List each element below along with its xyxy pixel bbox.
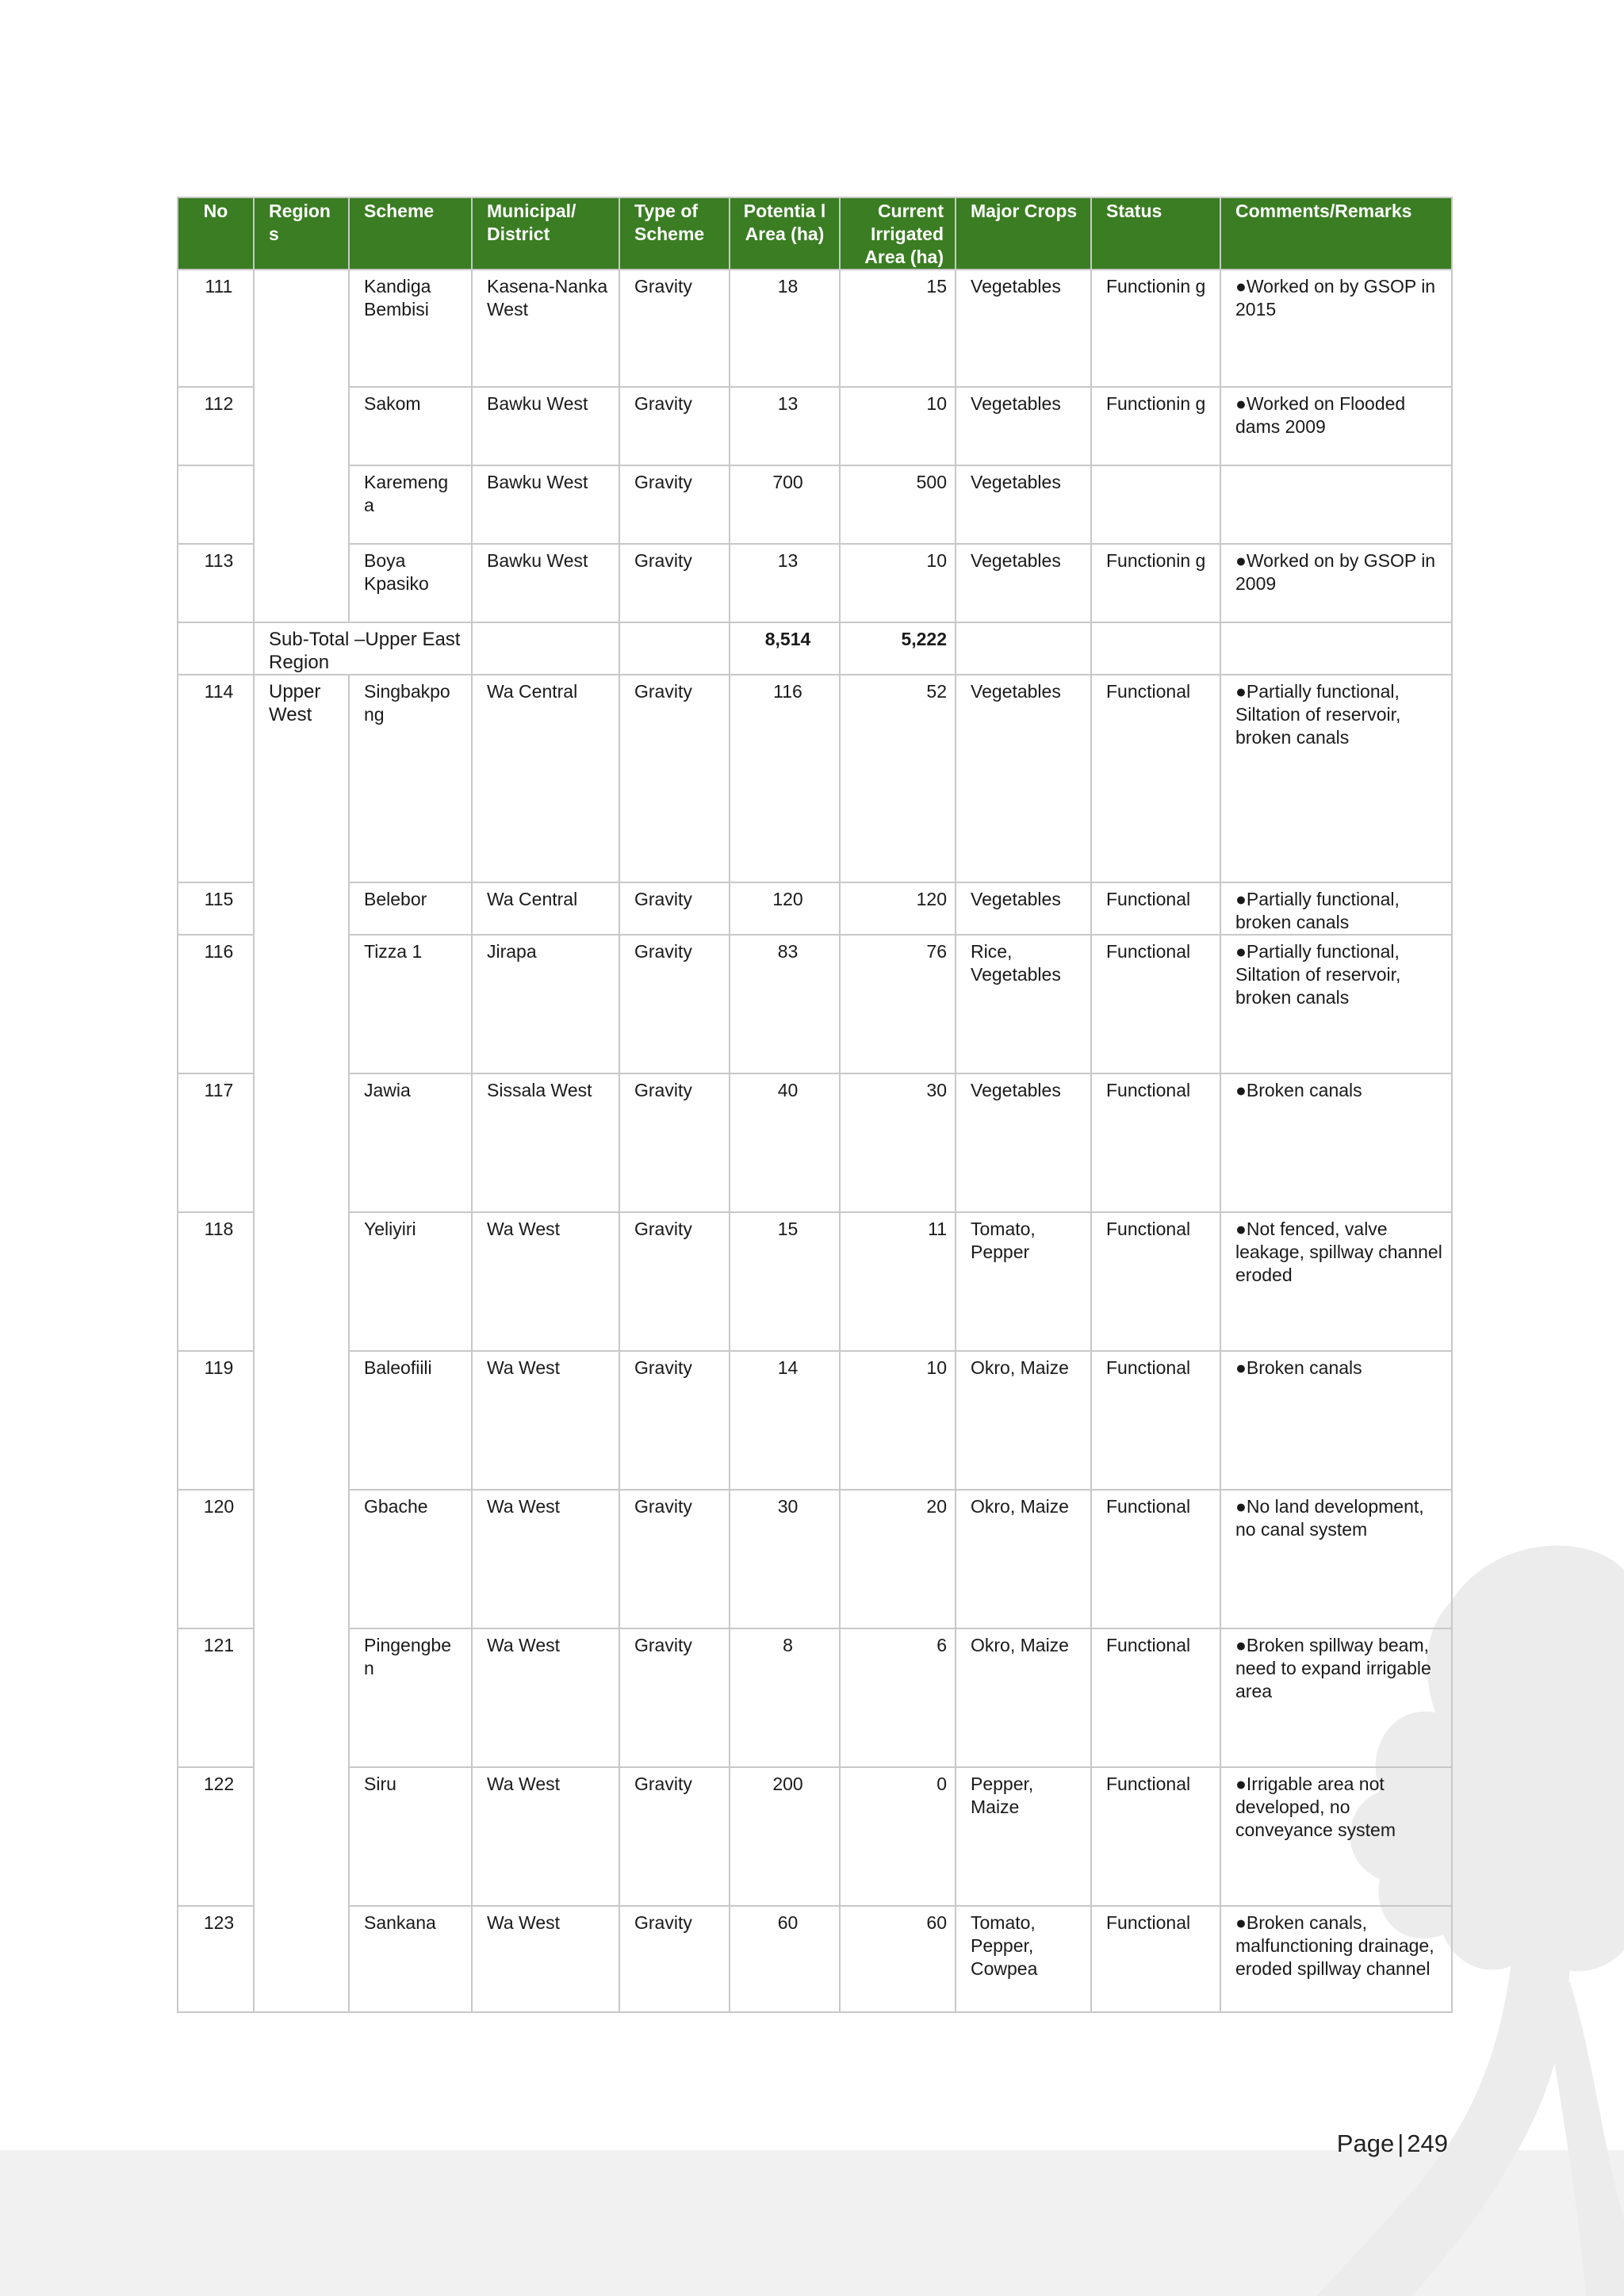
header-no: No — [178, 197, 254, 270]
row-potential: 13 — [730, 387, 840, 465]
row-status: Functionin g — [1091, 387, 1220, 465]
row-status: Functionin g — [1091, 544, 1220, 622]
row-district: Bawku West — [472, 544, 619, 622]
row-type: Gravity — [619, 1767, 730, 1906]
row-crops: Rice, Vegetables — [956, 935, 1091, 1073]
table-row — [178, 1906, 1452, 2012]
row-potential: 60 — [730, 1906, 840, 2012]
table-row — [178, 1767, 1452, 1906]
row-potential: 13 — [730, 544, 840, 622]
row-no: 111 — [178, 270, 254, 387]
row-crops: Vegetables — [956, 1073, 1091, 1212]
row-scheme: Pingengbe n — [349, 1628, 472, 1767]
header-current-area: Current Irrigated Area (ha) — [840, 197, 956, 270]
row-type: Gravity — [619, 1073, 730, 1212]
row-crops: Vegetables — [956, 387, 1091, 465]
row-remarks: ●Worked on Flooded dams 2009 — [1220, 387, 1452, 465]
row-status: Functional — [1091, 1351, 1220, 1490]
row-district: Wa West — [472, 1906, 619, 2012]
row-status: Functional — [1091, 935, 1220, 1073]
row-potential: 120 — [730, 882, 840, 935]
page-number-value: 249 — [1407, 2130, 1448, 2157]
subtotal-remarks — [1220, 622, 1452, 675]
row-status: Functional — [1091, 882, 1220, 935]
table-row — [178, 387, 1452, 465]
row-remarks: ●Partially functional, Siltation of reservoir, broken canals — [1220, 675, 1452, 882]
region-cell-upper-east — [254, 270, 349, 622]
row-district: Wa West — [472, 1628, 619, 1767]
row-current: 11 — [840, 1212, 956, 1351]
row-no — [178, 465, 254, 544]
row-type: Gravity — [619, 465, 730, 544]
table-row — [178, 1351, 1452, 1490]
row-district: Bawku West — [472, 465, 619, 544]
page-label: Page — [1336, 2130, 1395, 2157]
row-district: Wa West — [472, 1351, 619, 1490]
row-no: 121 — [178, 1628, 254, 1767]
header-major-crops: Major Crops — [956, 197, 1091, 270]
row-remarks: ●Broken canals — [1220, 1351, 1452, 1490]
header-status: Status — [1091, 197, 1220, 270]
row-district: Sissala West — [472, 1073, 619, 1212]
header-municipal: Municipal/ District — [472, 197, 619, 270]
table-row — [178, 465, 1452, 544]
row-scheme: Sankana — [349, 1906, 472, 2012]
row-potential: 700 — [730, 465, 840, 544]
row-crops: Vegetables — [956, 465, 1091, 544]
row-remarks: ●Broken spillway beam, need to expand irrigable area — [1220, 1628, 1452, 1767]
row-crops: Vegetables — [956, 882, 1091, 935]
header-comments: Comments/Remarks — [1220, 197, 1452, 270]
row-district: Jirapa — [472, 935, 619, 1073]
row-current: 52 — [840, 675, 956, 882]
page-separator: | — [1397, 2130, 1404, 2157]
row-status: Functional — [1091, 1628, 1220, 1767]
row-scheme: Singbakpo ng — [349, 675, 472, 882]
row-potential: 30 — [730, 1490, 840, 1628]
irrigation-schemes-table — [177, 197, 1453, 2013]
row-status: Functional — [1091, 1906, 1220, 2012]
row-remarks: ●Not fenced, valve leakage, spillway channel eroded — [1220, 1212, 1452, 1351]
subtotal-label: Sub-Total –Upper East Region — [254, 622, 472, 675]
row-potential: 15 — [730, 1212, 840, 1351]
row-potential: 18 — [730, 270, 840, 387]
row-scheme: Karemeng a — [349, 465, 472, 544]
table-row — [178, 935, 1452, 1073]
row-type: Gravity — [619, 270, 730, 387]
row-remarks: ●Broken canals — [1220, 1073, 1452, 1212]
subtotal-potential: 8,514 — [730, 622, 840, 675]
row-status: Functional — [1091, 675, 1220, 882]
subtotal-district — [472, 622, 619, 675]
row-district: Wa West — [472, 1767, 619, 1906]
row-no: 122 — [178, 1767, 254, 1906]
row-current: 76 — [840, 935, 956, 1073]
row-status — [1091, 465, 1220, 544]
row-crops: Vegetables — [956, 270, 1091, 387]
row-no: 119 — [178, 1351, 254, 1490]
row-type: Gravity — [619, 882, 730, 935]
row-current: 6 — [840, 1628, 956, 1767]
row-scheme: Belebor — [349, 882, 472, 935]
row-type: Gravity — [619, 1628, 730, 1767]
row-potential: 8 — [730, 1628, 840, 1767]
row-crops: Okro, Maize — [956, 1628, 1091, 1767]
row-remarks — [1220, 465, 1452, 544]
header-scheme: Scheme — [349, 197, 472, 270]
row-crops: Okro, Maize — [956, 1490, 1091, 1628]
region-cell-upper-west: Upper West — [254, 675, 349, 2012]
subtotal-current: 5,222 — [840, 622, 956, 675]
subtotal-crops — [956, 622, 1091, 675]
subtotal-row — [178, 622, 1452, 675]
table-row — [178, 270, 1452, 387]
row-status: Functionin g — [1091, 270, 1220, 387]
row-potential: 200 — [730, 1767, 840, 1906]
row-crops: Okro, Maize — [956, 1351, 1091, 1490]
row-scheme: Yeliyiri — [349, 1212, 472, 1351]
row-remarks: ●Worked on by GSOP in 2015 — [1220, 270, 1452, 387]
row-no: 114 — [178, 675, 254, 882]
row-status: Functional — [1091, 1490, 1220, 1628]
row-type: Gravity — [619, 544, 730, 622]
subtotal-type — [619, 622, 730, 675]
row-remarks: ●Broken canals, malfunctioning drainage, eroded spillway channel — [1220, 1906, 1452, 2012]
row-scheme: Jawia — [349, 1073, 472, 1212]
header-type: Type of Scheme — [619, 197, 730, 270]
table-row — [178, 544, 1452, 622]
row-no: 115 — [178, 882, 254, 935]
table-row — [178, 1490, 1452, 1628]
row-scheme: Baleofiili — [349, 1351, 472, 1490]
table-row — [178, 1212, 1452, 1351]
row-type: Gravity — [619, 1351, 730, 1490]
row-status: Functional — [1091, 1212, 1220, 1351]
row-no: 123 — [178, 1906, 254, 2012]
row-current: 120 — [840, 882, 956, 935]
row-remarks: ●Partially functional, Siltation of reservoir, broken canals — [1220, 935, 1452, 1073]
table-row — [178, 1073, 1452, 1212]
row-district: Wa Central — [472, 675, 619, 882]
row-type: Gravity — [619, 935, 730, 1073]
row-scheme: Siru — [349, 1767, 472, 1906]
row-current: 10 — [840, 1351, 956, 1490]
row-remarks: ●Irrigable area not developed, no conveyance system — [1220, 1767, 1452, 1906]
row-no: 117 — [178, 1073, 254, 1212]
subtotal-status — [1091, 622, 1220, 675]
row-crops: Tomato, Pepper, Cowpea — [956, 1906, 1091, 2012]
row-type: Gravity — [619, 1490, 730, 1628]
header-region: Region s — [254, 197, 349, 270]
table-header-row — [178, 197, 1452, 270]
row-potential: 14 — [730, 1351, 840, 1490]
row-type: Gravity — [619, 1906, 730, 2012]
row-current: 15 — [840, 270, 956, 387]
row-current: 500 — [840, 465, 956, 544]
row-district: Kasena-Nanka West — [472, 270, 619, 387]
row-potential: 40 — [730, 1073, 840, 1212]
row-crops: Vegetables — [956, 544, 1091, 622]
row-scheme: Tizza 1 — [349, 935, 472, 1073]
row-crops: Tomato, Pepper — [956, 1212, 1091, 1351]
row-district: Wa Central — [472, 882, 619, 935]
row-scheme: Boya Kpasiko — [349, 544, 472, 622]
row-district: Bawku West — [472, 387, 619, 465]
table-row — [178, 675, 1452, 882]
table-row — [178, 1628, 1452, 1767]
row-current: 30 — [840, 1073, 956, 1212]
row-no: 113 — [178, 544, 254, 622]
row-potential: 116 — [730, 675, 840, 882]
row-remarks: ●No land development, no canal system — [1220, 1490, 1452, 1628]
row-no: 118 — [178, 1212, 254, 1351]
row-no: 120 — [178, 1490, 254, 1628]
row-no: 112 — [178, 387, 254, 465]
row-no: 116 — [178, 935, 254, 1073]
row-type: Gravity — [619, 675, 730, 882]
table-row — [178, 882, 1452, 935]
row-status: Functional — [1091, 1767, 1220, 1906]
row-type: Gravity — [619, 1212, 730, 1351]
subtotal-no — [178, 622, 254, 675]
row-scheme: Sakom — [349, 387, 472, 465]
row-scheme: Kandiga Bembisi — [349, 270, 472, 387]
row-current: 60 — [840, 1906, 956, 2012]
row-district: Wa West — [472, 1212, 619, 1351]
row-district: Wa West — [472, 1490, 619, 1628]
row-current: 10 — [840, 544, 956, 622]
header-potential-area: Potentia l Area (ha) — [730, 197, 840, 270]
row-status: Functional — [1091, 1073, 1220, 1212]
page-number — [1337, 2130, 1448, 2158]
row-potential: 83 — [730, 935, 840, 1073]
row-crops: Pepper, Maize — [956, 1767, 1091, 1906]
row-current: 0 — [840, 1767, 956, 1906]
row-type: Gravity — [619, 387, 730, 465]
row-current: 20 — [840, 1490, 956, 1628]
row-remarks: ●Worked on by GSOP in 2009 — [1220, 544, 1452, 622]
row-current: 10 — [840, 387, 956, 465]
row-remarks: ●Partially functional, broken canals — [1220, 882, 1452, 935]
row-crops: Vegetables — [956, 675, 1091, 882]
row-scheme: Gbache — [349, 1490, 472, 1628]
